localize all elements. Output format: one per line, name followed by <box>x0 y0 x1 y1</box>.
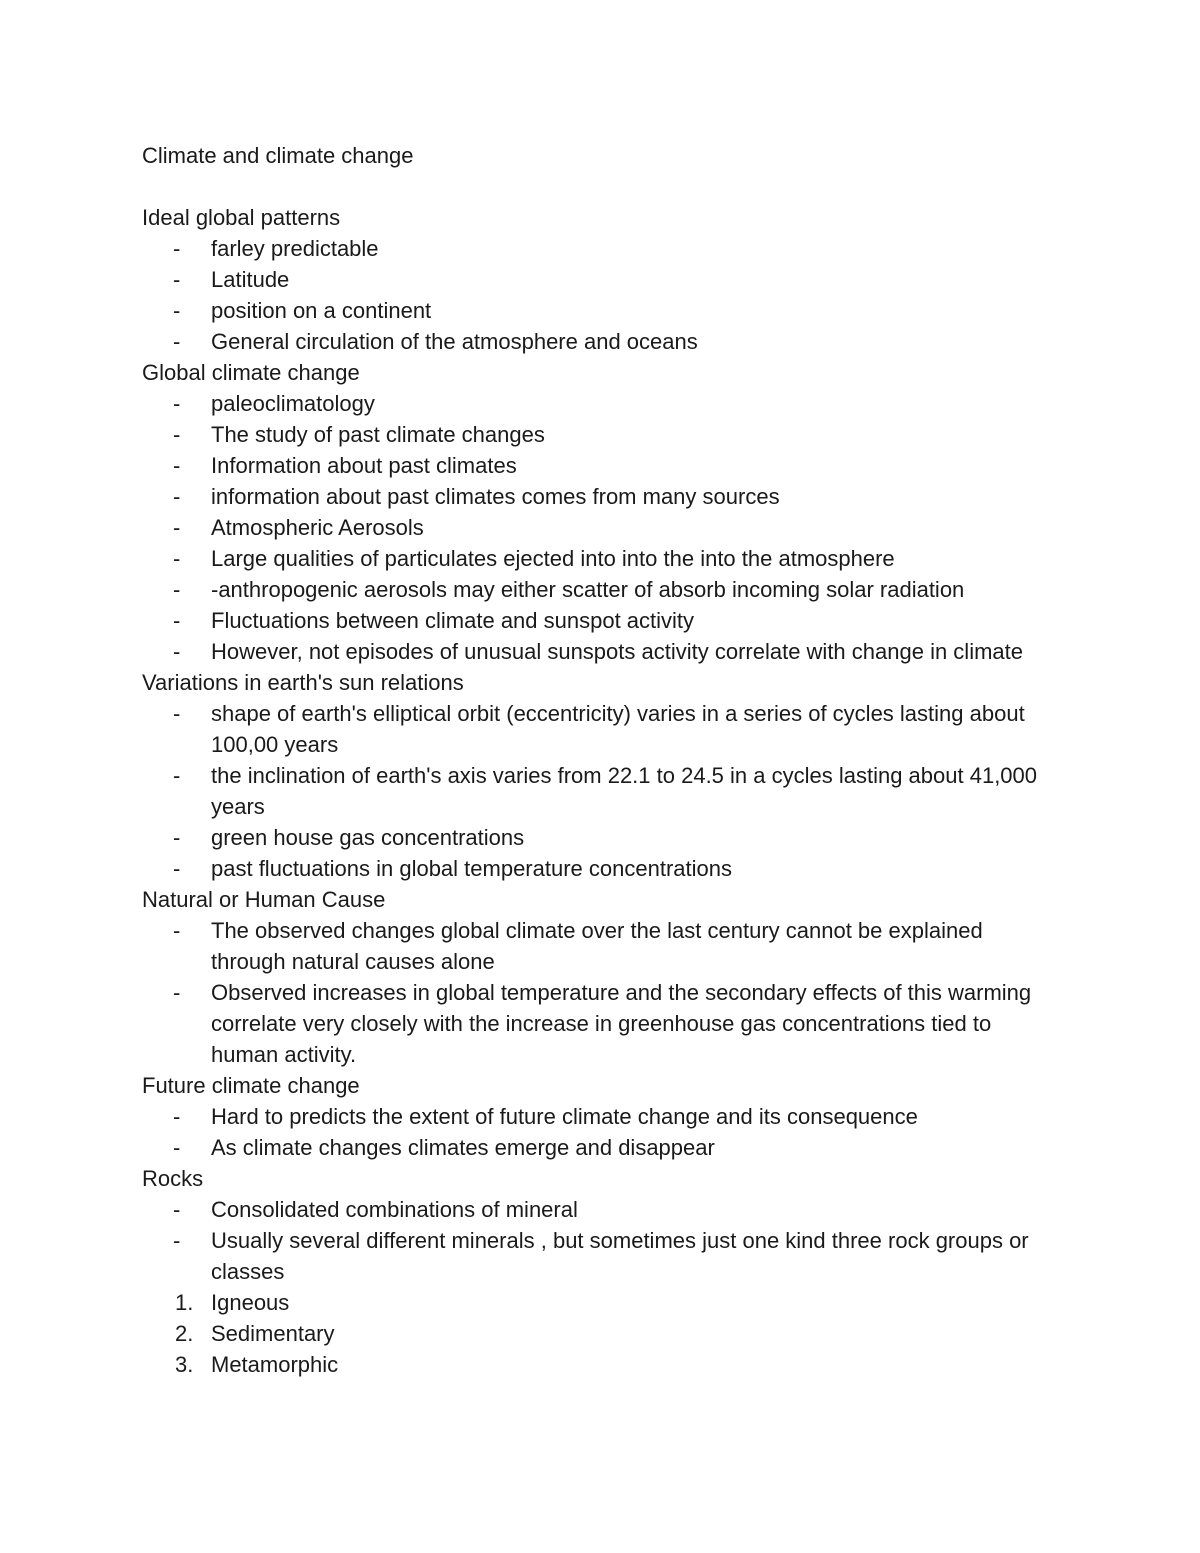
list-item <box>142 915 1062 977</box>
numbered-item-text: Sedimentary <box>211 1321 335 1346</box>
list-item-text: The observed changes global climate over the last century cannot be explained through natural causes alone <box>211 918 983 974</box>
list-item <box>142 760 1062 822</box>
list-item <box>142 1194 1062 1225</box>
bullet-marker: - <box>173 515 181 540</box>
bullet-marker: - <box>173 856 181 881</box>
bullet-list <box>142 698 1062 884</box>
list-item <box>142 1225 1062 1287</box>
section-heading: Rocks <box>142 1166 204 1191</box>
document-title: Climate and climate change <box>142 143 414 168</box>
list-item <box>142 1132 1062 1163</box>
bullet-list <box>142 1194 1062 1287</box>
list-item <box>142 388 1062 419</box>
list-item-text: General circulation of the atmosphere and oceans <box>211 329 698 354</box>
list-item <box>142 977 1062 1070</box>
bullet-marker: - <box>173 267 181 292</box>
bullet-marker: - <box>173 236 181 261</box>
section-global-climate-change <box>142 357 1062 667</box>
numbered-item <box>142 1318 1062 1349</box>
bullet-marker: - <box>173 329 181 354</box>
number-marker: 2. <box>175 1321 194 1346</box>
list-item-text: shape of earth's elliptical orbit (eccentricity) varies in a series of cycles lasting about 100,00 years <box>211 701 1025 757</box>
list-item-text: The study of past climate changes <box>211 422 545 447</box>
list-item <box>142 698 1062 760</box>
list-item <box>142 264 1062 295</box>
bullet-marker: - <box>173 701 181 726</box>
list-item-text: information about past climates comes from many sources <box>211 484 780 509</box>
bullet-marker: - <box>173 298 181 323</box>
list-item <box>142 574 1062 605</box>
list-item-text: Information about past climates <box>211 453 517 478</box>
section-heading: Ideal global patterns <box>142 205 341 230</box>
numbered-item-text: Igneous <box>211 1290 290 1315</box>
list-item-text: Observed increases in global temperature and the secondary effects of this warming correlate very closely with the increase in greenhouse gas concentrations tied to human activity. <box>211 980 1032 1067</box>
bullet-marker: - <box>173 639 181 664</box>
list-item <box>142 481 1062 512</box>
list-item <box>142 326 1062 357</box>
list-item-text: -anthropogenic aerosols may either scatter of absorb incoming solar radiation <box>211 577 965 602</box>
list-item <box>142 853 1062 884</box>
bullet-list <box>142 233 1062 357</box>
bullet-list <box>142 1101 1062 1163</box>
list-item <box>142 450 1062 481</box>
list-item-text: Latitude <box>211 267 290 292</box>
bullet-list <box>142 915 1062 1070</box>
list-item-text: As climate changes climates emerge and disappear <box>211 1135 715 1160</box>
bullet-marker: - <box>173 980 181 1005</box>
bullet-list <box>142 388 1062 667</box>
bullet-marker: - <box>173 1197 181 1222</box>
list-item-text: Atmospheric Aerosols <box>211 515 424 540</box>
list-item-text: past fluctuations in global temperature concentrations <box>211 856 732 881</box>
numbered-item-text: Metamorphic <box>211 1352 339 1377</box>
bullet-marker: - <box>173 422 181 447</box>
bullet-marker: - <box>173 918 181 943</box>
section-ideal-global-patterns <box>142 202 1062 357</box>
bullet-marker: - <box>173 391 181 416</box>
bullet-marker: - <box>173 608 181 633</box>
list-item <box>142 1101 1062 1132</box>
section-future-climate-change <box>142 1070 1062 1163</box>
list-item <box>142 233 1062 264</box>
number-marker: 1. <box>175 1290 194 1315</box>
bullet-marker: - <box>173 546 181 571</box>
section-heading: Global climate change <box>142 360 360 385</box>
bullet-marker: - <box>173 1104 181 1129</box>
list-item-text: the inclination of earth's axis varies from 22.1 to 24.5 in a cycles lasting about 41,000 years <box>211 763 1038 819</box>
list-item-text: position on a continent <box>211 298 432 323</box>
bullet-marker: - <box>173 763 181 788</box>
list-item-text: Usually several different minerals , but sometimes just one kind three rock groups or classes <box>211 1228 1029 1284</box>
section-natural-or-human-cause <box>142 884 1062 1070</box>
bullet-marker: - <box>173 453 181 478</box>
section-heading: Future climate change <box>142 1073 360 1098</box>
list-item <box>142 822 1062 853</box>
list-item <box>142 636 1062 667</box>
section-rocks <box>142 1163 1062 1380</box>
list-item-text: green house gas concentrations <box>211 825 525 850</box>
list-item-text: Hard to predicts the extent of future climate change and its consequence <box>211 1104 918 1129</box>
list-item <box>142 605 1062 636</box>
list-item <box>142 295 1062 326</box>
bullet-marker: - <box>173 1135 181 1160</box>
number-marker: 3. <box>175 1352 194 1377</box>
list-item-text: Large qualities of particulates ejected into into the into the atmosphere <box>211 546 895 571</box>
section-heading: Natural or Human Cause <box>142 887 386 912</box>
bullet-marker: - <box>173 577 181 602</box>
list-item-text: paleoclimatology <box>211 391 375 416</box>
list-item <box>142 512 1062 543</box>
numbered-list <box>142 1287 1062 1380</box>
list-item-text: Fluctuations between climate and sunspot activity <box>211 608 695 633</box>
list-item-text: farley predictable <box>211 236 379 261</box>
bullet-marker: - <box>173 1228 181 1253</box>
numbered-item <box>142 1349 1062 1380</box>
section-heading: Variations in earth's sun relations <box>142 670 464 695</box>
list-item-text: Consolidated combinations of mineral <box>211 1197 578 1222</box>
section-variations-earth-sun-relations <box>142 667 1062 884</box>
bullet-marker: - <box>173 825 181 850</box>
list-item-text: However, not episodes of unusual sunspots activity correlate with change in climate <box>211 639 1023 664</box>
list-item <box>142 543 1062 574</box>
bullet-marker: - <box>173 484 181 509</box>
list-item <box>142 419 1062 450</box>
document-page <box>142 140 1062 1380</box>
numbered-item <box>142 1287 1062 1318</box>
